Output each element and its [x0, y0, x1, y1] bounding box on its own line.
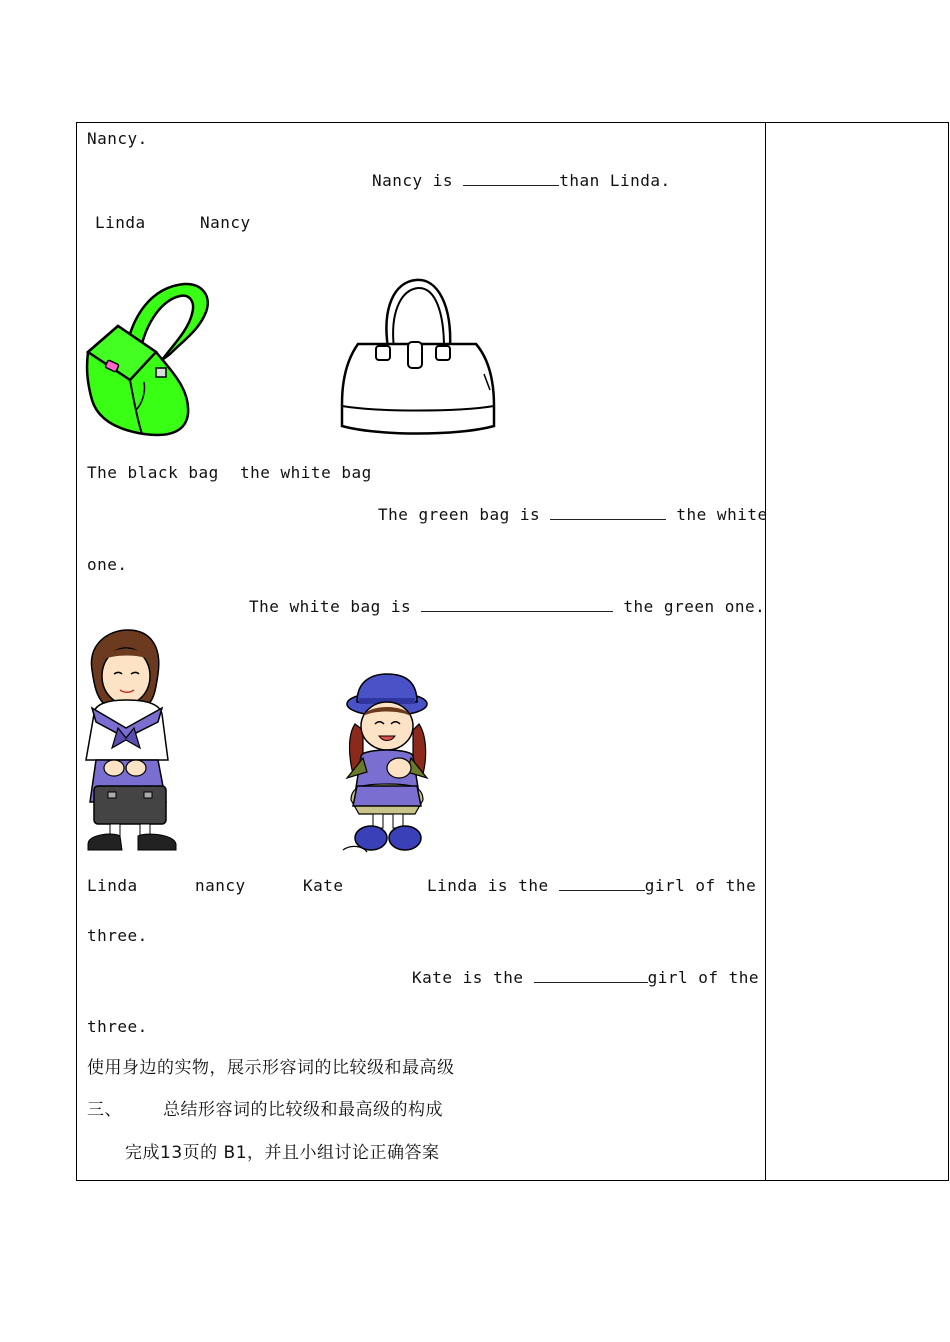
caption-black-bag: The black bag — [87, 463, 219, 482]
answer-blank[interactable] — [559, 876, 645, 891]
girl-kate-image — [343, 674, 431, 856]
sentence-kate-girl — [412, 968, 759, 988]
label-linda-top: Linda — [95, 213, 146, 232]
sentence3-before: The white bag is — [249, 597, 422, 616]
column-divider — [765, 122, 766, 1181]
label-nancy-bottom: nancy — [195, 876, 246, 895]
answer-blank[interactable] — [463, 171, 559, 186]
answer-blank[interactable] — [534, 968, 648, 983]
sentence1-after: than Linda. — [559, 171, 671, 190]
sentence5-after: girl of the — [647, 968, 760, 987]
sentence2-wrap: one. — [87, 555, 128, 574]
sentence-green-bag — [378, 505, 768, 525]
sentence4-after: girl of the — [644, 876, 757, 895]
sentence-nancy-than-linda — [372, 171, 671, 191]
text-nancy-intro: Nancy. — [87, 129, 148, 148]
chinese-line-exercise: 完成13页的 B1，并且小组讨论正确答案 — [125, 1143, 440, 1163]
sentence2-after: the white — [666, 505, 768, 524]
answer-blank[interactable] — [550, 505, 666, 520]
sentence4-wrap: three. — [87, 926, 148, 945]
sentence2-before: The green bag is — [378, 505, 551, 524]
label-kate-bottom: Kate — [303, 876, 344, 895]
sentence5-wrap: three. — [87, 1017, 148, 1036]
answer-blank[interactable] — [421, 597, 613, 612]
green-bag-image — [84, 282, 212, 440]
sentence5-before: Kate is the — [412, 968, 534, 987]
chinese-line-demo: 使用身边的实物，展示形容词的比较级和最高级 — [87, 1058, 455, 1078]
sentence3-after: the green one. — [613, 597, 766, 616]
table-frame — [76, 122, 949, 1181]
sentence-linda-girl — [427, 876, 756, 896]
section-number: 三、 — [87, 1100, 122, 1120]
caption-white-bag: the white bag — [240, 463, 372, 482]
girl-linda-image — [84, 630, 180, 856]
sentence4-before: Linda is the — [427, 876, 559, 895]
label-nancy-top: Nancy — [200, 213, 251, 232]
label-linda-bottom: Linda — [87, 876, 138, 895]
chinese-line-summary: 总结形容词的比较级和最高级的构成 — [163, 1100, 443, 1120]
white-bag-image — [338, 278, 496, 440]
sentence-white-bag — [249, 597, 765, 617]
sentence1-before: Nancy is — [372, 171, 464, 190]
